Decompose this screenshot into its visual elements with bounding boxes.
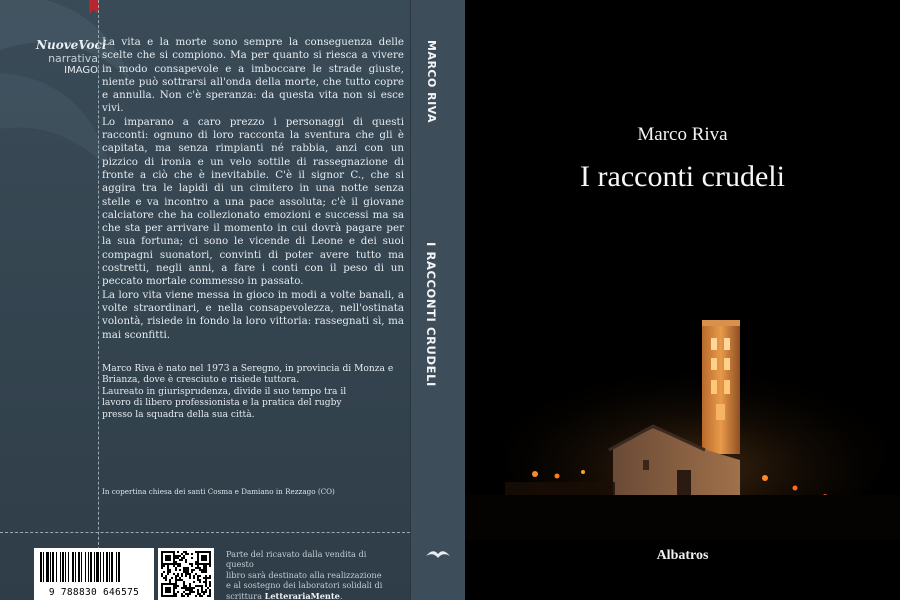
barcode-bars <box>40 552 148 582</box>
spine-publisher-icon <box>425 548 451 560</box>
church-night-illustration <box>465 300 900 540</box>
front-author: Marco Riva <box>637 124 728 145</box>
front-title: I racconti crudeli <box>580 160 785 193</box>
blurb-paragraph: La loro vita viene messa in gioco in modi a volte banali, a volte straordinari, e nella consapevolezza, nell'ostinata volontà, risiede in fondo la loro vittoria: rassegnati sì, ma mai sconfitti. <box>102 288 404 341</box>
author-bio <box>102 364 407 421</box>
charity-prefix: scrittura <box>226 590 265 600</box>
isbn-number: 9 788830 646575 <box>48 587 140 598</box>
charity-line <box>226 591 396 600</box>
qr-code <box>158 548 214 600</box>
charity-line: Parte del ricavato dalla vendita di questo <box>226 549 367 570</box>
bio-line: Marco Riva è nato nel 1973 a Seregno, in provincia di Monza e Brianza, dove è cresciuto e risiede tuttora. <box>102 364 394 386</box>
charity-note <box>226 549 396 600</box>
horizontal-divider <box>0 532 410 533</box>
book-spine <box>410 0 467 600</box>
cover-credit: In copertina chiesa dei santi Cosma e Damiano in Rezzago (CO) <box>102 487 335 496</box>
charity-brand: LetterariaMente <box>264 590 340 600</box>
vertical-divider <box>98 0 99 600</box>
blurb-paragraph: La vita e la morte sono sempre la conseguenza delle scelte che si compiono. Ma per quanto si riesca a vivere in modo consapevole e a imboccare le strade giuste, niente può sottrarsi all'onda della morte, che tutto copre e annulla. Non c'è speranza: da questa vita non si esce vivi. <box>102 36 404 115</box>
publisher-series: narrativa <box>48 52 98 65</box>
front-publisher-logo: Albatros <box>656 548 709 563</box>
publisher-name: NuoveVoci <box>36 38 107 52</box>
publisher-logo <box>36 38 107 76</box>
back-cover <box>0 0 410 600</box>
publisher-imprint: IMAGO <box>64 65 98 76</box>
charity-line: e al sostegno dei laboratori solidali di <box>226 580 383 591</box>
charity-line: libro sarà destinato alla realizzazione <box>226 569 382 580</box>
back-cover-blurb <box>102 36 404 342</box>
charity-suffix: . <box>339 590 343 600</box>
bio-line: Laureato in giurisprudenza, divide il suo tempo tra il <box>102 386 347 397</box>
bio-line: lavoro di libero professionista e la pratica del rugby <box>102 398 342 409</box>
blurb-paragraph: Lo imparano a caro prezzo i personaggi di questi racconti: ognuno di loro racconta la sventura che gli è capitata, ma senza rimpianti né rabbia, anzi con un pizzico di ironia e un velo sottile di rassegnazione di fronte a ciò che è inevitabile. C'è il signor C., che si aggira tra le lapidi di un cimitero in una notte senza stelle e va incontro a una pace assoluta; c'è il giovane calciatore che ha collezionato emozioni e successi ma sa che sta per arrivare il momento in cui dovrà pagare per la sua fortuna; ci sono le vicende di Leone e dei suoi compagni suonatori, convinti di poter avere tutto ma costretti, negli anni, a fare i conti con il peso di un peccato mortale commesso in passato. <box>102 115 404 288</box>
spine-title: I RACCONTI CRUDELI <box>424 242 438 387</box>
front-cover <box>465 0 900 600</box>
isbn-barcode <box>34 548 154 600</box>
spine-author: MARCO RIVA <box>425 40 438 124</box>
bio-line: presso la squadra della sua città. <box>102 409 255 420</box>
